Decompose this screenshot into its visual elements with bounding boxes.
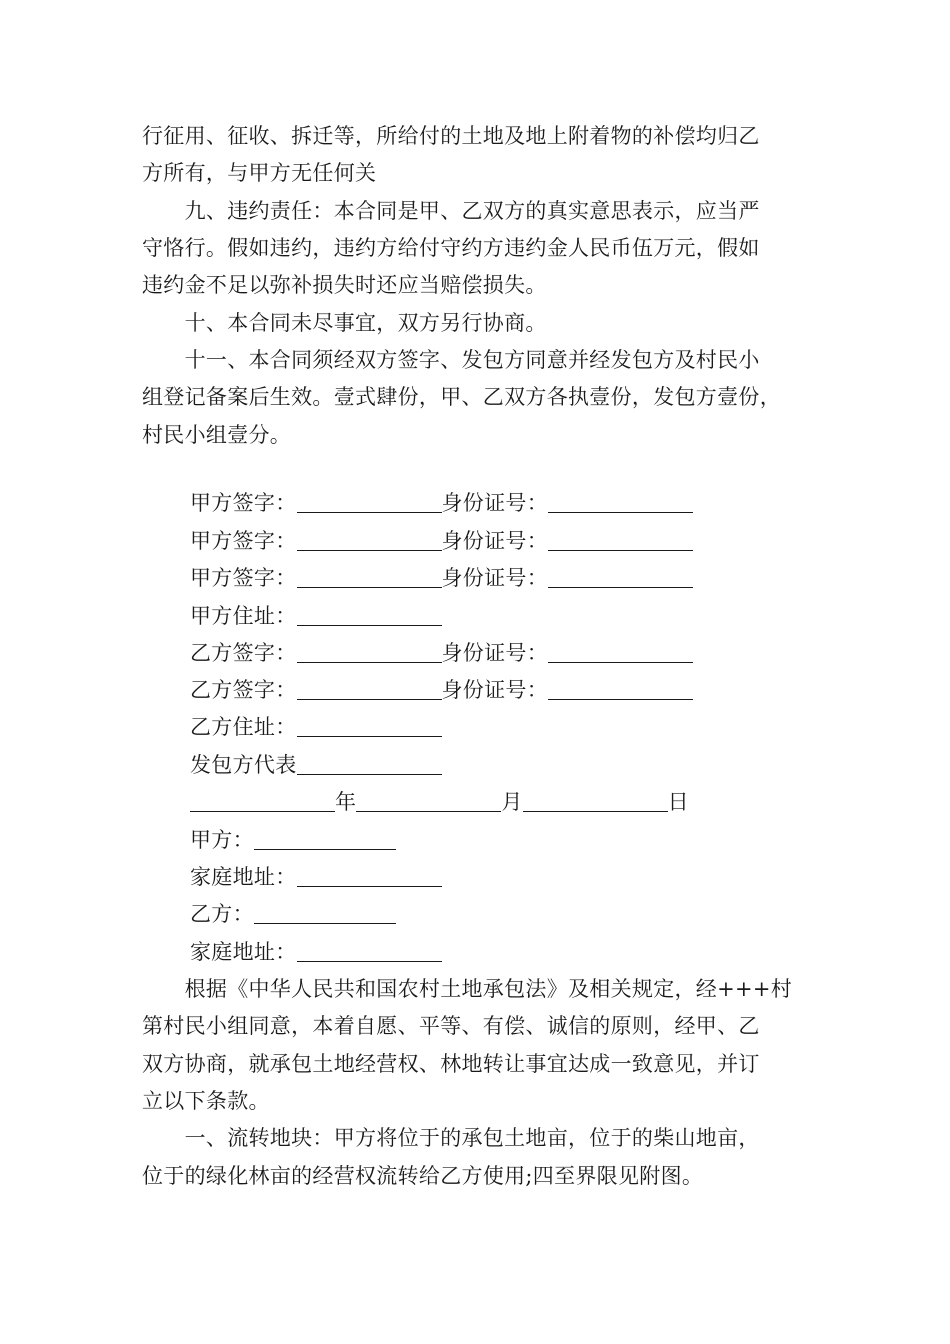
year-label: 年 xyxy=(335,790,357,814)
signature-row-party-a xyxy=(142,563,693,593)
address-row-party-b xyxy=(142,712,442,742)
day-label: 日 xyxy=(667,790,689,814)
date-row xyxy=(142,787,689,817)
preamble-line: 第村民小组同意，本着自愿、平等、有偿、诚信的原则，经甲、乙 xyxy=(142,1014,760,1038)
party-a-sign-label: 甲方签字： xyxy=(190,566,297,590)
party-b-row xyxy=(142,899,396,929)
party-a-sign-label: 甲方签字： xyxy=(190,491,297,515)
signature-blank xyxy=(297,492,442,513)
signature-blank xyxy=(297,567,442,588)
id-number-label: 身份证号： xyxy=(441,678,548,702)
clause-11-line: 组登记备案后生效。壹式肆份，甲、乙双方各执壹份，发包方壹份， xyxy=(142,385,781,409)
address-blank xyxy=(297,716,442,737)
signature-blank xyxy=(297,679,442,700)
signature-row-party-a xyxy=(142,488,693,518)
preamble-line: 根据《中华人民共和国农村土地承包法》及相关规定，经+++村 xyxy=(142,977,793,1001)
party-a-label: 甲方： xyxy=(190,828,254,852)
preamble-line: 双方协商，就承包土地经营权、林地转让事宜达成一致意见，并订 xyxy=(142,1052,760,1076)
clause-9-line: 九、违约责任：本合同是甲、乙双方的真实意思表示，应当严 xyxy=(142,199,760,223)
party-b-sign-label: 乙方签字： xyxy=(190,678,297,702)
paragraph-line: 方所有，与甲方无任何关 xyxy=(142,161,377,185)
home-address-label: 家庭地址： xyxy=(190,865,297,889)
id-number-blank xyxy=(548,530,693,551)
party-b-sign-label: 乙方签字： xyxy=(190,641,297,665)
signature-row-party-b xyxy=(142,675,693,705)
id-number-blank xyxy=(548,679,693,700)
id-number-label: 身份证号： xyxy=(441,491,548,515)
id-number-blank xyxy=(548,567,693,588)
signature-blank xyxy=(297,642,442,663)
month-label: 月 xyxy=(501,790,523,814)
preamble-line: 立以下条款。 xyxy=(142,1089,270,1113)
home-address-row xyxy=(142,937,442,967)
day-blank xyxy=(523,791,668,812)
clause-10-line: 十、本合同未尽事宜，双方另行协商。 xyxy=(142,311,547,335)
id-number-label: 身份证号： xyxy=(441,641,548,665)
clause-1-line: 一、流转地块：甲方将位于的承包土地亩，位于的柴山地亩， xyxy=(142,1126,760,1150)
clause-9-line: 守恪行。假如违约，违约方给付守约方违约金人民币伍万元，假如 xyxy=(142,236,760,260)
signature-blank xyxy=(297,530,442,551)
address-row-party-a xyxy=(142,601,442,631)
id-number-label: 身份证号： xyxy=(441,529,548,553)
party-b-address-label: 乙方住址： xyxy=(190,715,297,739)
home-address-label: 家庭地址： xyxy=(190,940,297,964)
clause-9-line: 违约金不足以弥补损失时还应当赔偿损失。 xyxy=(142,273,547,297)
party-a-sign-label: 甲方签字： xyxy=(190,529,297,553)
clause-1-line: 位于的绿化林亩的经营权流转给乙方使用;四至界限见附图。 xyxy=(142,1164,704,1188)
id-number-blank xyxy=(548,492,693,513)
address-blank xyxy=(297,605,442,626)
year-blank xyxy=(190,791,335,812)
home-address-blank xyxy=(297,866,442,887)
party-a-row xyxy=(142,825,396,855)
party-a-blank xyxy=(254,829,396,850)
clause-11-line: 十一、本合同须经双方签字、发包方同意并经发包方及村民小 xyxy=(142,348,760,372)
party-b-label: 乙方： xyxy=(190,902,254,926)
contractor-rep-label: 发包方代表 xyxy=(190,753,297,777)
clause-11-line: 村民小组壹分。 xyxy=(142,423,292,447)
contractor-rep-blank xyxy=(297,754,442,775)
signature-row-party-a xyxy=(142,526,693,556)
party-b-blank xyxy=(254,903,396,924)
signature-row-party-b xyxy=(142,638,693,668)
home-address-blank xyxy=(297,941,442,962)
home-address-row xyxy=(142,862,442,892)
id-number-label: 身份证号： xyxy=(441,566,548,590)
id-number-blank xyxy=(548,642,693,663)
contractor-rep-row xyxy=(142,750,442,780)
month-blank xyxy=(356,791,501,812)
party-a-address-label: 甲方住址： xyxy=(190,604,297,628)
paragraph-line: 行征用、征收、拆迁等，所给付的土地及地上附着物的补偿均归乙 xyxy=(142,124,760,148)
